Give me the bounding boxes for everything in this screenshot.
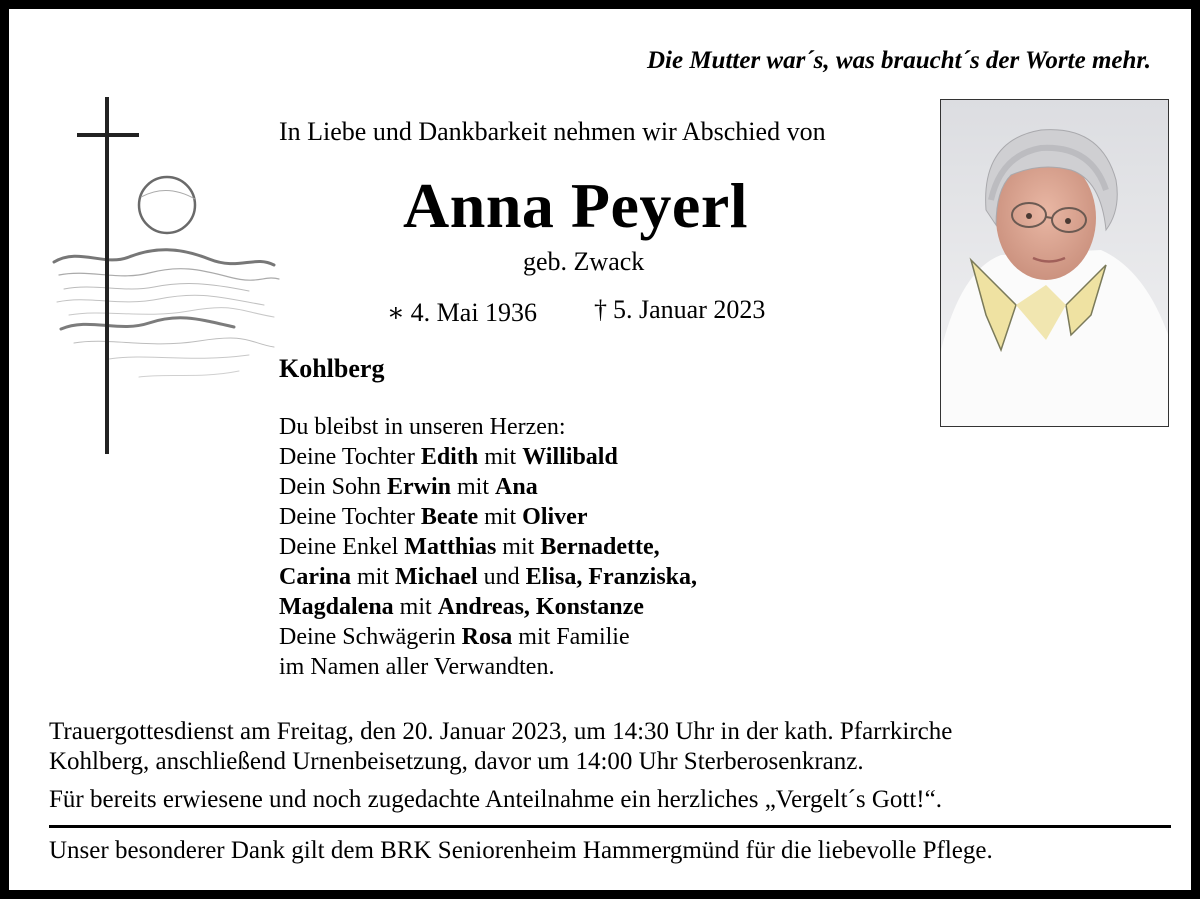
family-member-name: Rosa <box>461 624 513 650</box>
moon-icon <box>139 177 195 233</box>
family-text: Deine Tochter <box>279 444 421 470</box>
motto: Die Mutter war´s, was braucht´s der Worte mehr. <box>646 47 1151 74</box>
family-text: mit Familie <box>512 624 630 650</box>
service-line-1: Trauergottesdienst am Freitag, den 20. Januar 2023, um 14:30 Uhr in der kath. Pfarrkirche <box>49 718 953 745</box>
death-date-text: 5. Januar 2023 <box>613 295 766 324</box>
maiden-name: geb. Zwack <box>523 247 645 276</box>
deceased-name: Anna Peyerl <box>403 170 748 241</box>
family-text: im Namen aller Verwandten. <box>279 654 555 680</box>
family-line <box>279 592 697 622</box>
family-member-name: Edith <box>420 444 479 470</box>
family-line <box>279 652 697 682</box>
family-text: mit <box>451 474 496 500</box>
family-text: Dein Sohn <box>279 474 387 500</box>
place-name: Kohlberg <box>279 354 385 383</box>
family-member-name: Magdalena <box>279 594 394 620</box>
family-text: Deine Schwägerin <box>279 624 462 650</box>
family-line <box>279 502 697 532</box>
birth-date <box>387 298 537 328</box>
family-intro: Du bleibst in unseren Herzen: <box>279 414 566 440</box>
family-text: Deine Tochter <box>279 504 421 530</box>
family-member-name: Elisa, Franziska, <box>525 564 698 590</box>
family-member-name: Beate <box>420 504 479 530</box>
family-block <box>279 412 697 682</box>
family-member-name: Erwin <box>387 474 452 500</box>
family-text: mit <box>478 444 523 470</box>
death-date <box>594 295 765 325</box>
service-info <box>49 717 1179 815</box>
family-line <box>279 472 697 502</box>
family-member-name: Carina <box>279 564 351 590</box>
family-line <box>279 442 697 472</box>
portrait-photo <box>940 99 1169 427</box>
family-text: mit <box>478 504 523 530</box>
divider <box>49 825 1171 828</box>
family-member-name: Oliver <box>522 504 588 530</box>
family-member-name: Andreas, Konstanze <box>437 594 644 620</box>
family-member-name: Matthias <box>404 534 497 560</box>
intro-text: In Liebe und Dankbarkeit nehmen wir Abschied von <box>279 117 826 146</box>
family-text: mit <box>393 594 438 620</box>
special-thanks: Unser besonderer Dank gilt dem BRK Seniorenheim Hammergmünd für die liebevolle Pflege. <box>49 837 993 864</box>
family-line <box>279 622 697 652</box>
family-member-name: Willibald <box>522 444 618 470</box>
family-member-name: Michael <box>395 564 478 590</box>
death-dagger-icon: † <box>594 295 607 324</box>
water-sketch-icon <box>54 250 279 377</box>
family-text: Deine Enkel <box>279 534 405 560</box>
family-member-name: Ana <box>495 474 538 500</box>
birth-date-text: 4. Mai 1936 <box>410 298 538 327</box>
family-text: mit <box>496 534 541 560</box>
family-line <box>279 532 697 562</box>
family-text: mit <box>351 564 396 590</box>
family-line <box>279 562 697 592</box>
family-list <box>279 442 697 682</box>
family-text: und <box>477 564 526 590</box>
family-member-name: Bernadette, <box>540 534 660 560</box>
service-line-2: Kohlberg, anschließend Urnenbeisetzung, davor um 14:00 Uhr Sterberosenkranz. <box>49 748 864 775</box>
birth-star-icon: ∗ <box>387 298 405 327</box>
cross-moon-illustration <box>49 97 289 457</box>
thanks-line: Für bereits erwiesene und noch zugedachte Anteilnahme ein herzliches „Vergelt´s Gott!“. <box>49 786 942 813</box>
